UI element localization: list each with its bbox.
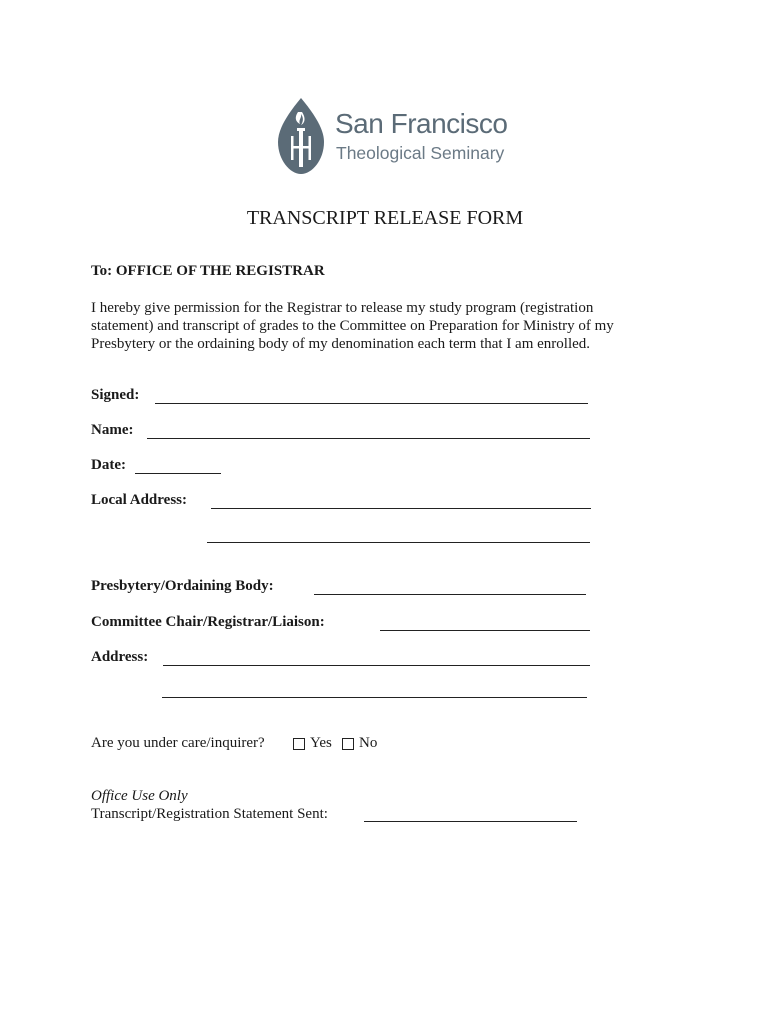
- logo-name-line1: San Francisco: [335, 108, 508, 139]
- local-address-label: Local Address:: [91, 492, 187, 508]
- care-question: [91, 735, 265, 752]
- logo-name-line2: Theological Seminary: [336, 143, 505, 163]
- presbytery-field[interactable]: [314, 594, 586, 595]
- date-label: Date:: [91, 457, 126, 473]
- permission-line: I hereby give permission for the Registrar to release my study program (registration: [91, 300, 594, 316]
- signed-label: Signed:: [91, 387, 140, 403]
- no-label: No: [359, 735, 378, 751]
- signed-field[interactable]: [155, 403, 588, 404]
- no-checkbox[interactable]: [342, 738, 354, 750]
- care-question-label: Are you under care/inquirer?: [91, 735, 265, 751]
- yes-label: Yes: [310, 735, 332, 751]
- committee-field[interactable]: [380, 630, 590, 631]
- name-field[interactable]: [147, 438, 590, 439]
- permission-paragraph: [91, 299, 691, 353]
- address-field-line1[interactable]: [163, 665, 590, 666]
- permission-line: statement) and transcript of grades to the Committee on Preparation for Ministry of my: [91, 318, 614, 334]
- presbytery-label: Presbytery/Ordaining Body:: [91, 578, 274, 594]
- local-address-field-line2[interactable]: [207, 542, 590, 543]
- permission-line: Presbytery or the ordaining body of my denomination each term that I am enrolled.: [91, 336, 591, 352]
- statement-sent-field[interactable]: [364, 821, 577, 822]
- address-label: Address:: [91, 649, 149, 665]
- yes-checkbox[interactable]: [293, 738, 305, 750]
- statement-sent-label: Transcript/Registration Statement Sent:: [91, 806, 328, 822]
- local-address-field-line1[interactable]: [211, 508, 591, 509]
- committee-label: Committee Chair/Registrar/Liaison:: [91, 614, 325, 630]
- recipient-heading: To: OFFICE OF THE REGISTRAR: [91, 263, 325, 279]
- address-field-line2[interactable]: [162, 697, 587, 698]
- office-use-heading: Office Use Only: [91, 788, 188, 804]
- name-label: Name:: [91, 422, 134, 438]
- torch-leaf-icon: [278, 98, 324, 174]
- date-field[interactable]: [135, 473, 221, 474]
- form-title: TRANSCRIPT RELEASE FORM: [246, 207, 524, 229]
